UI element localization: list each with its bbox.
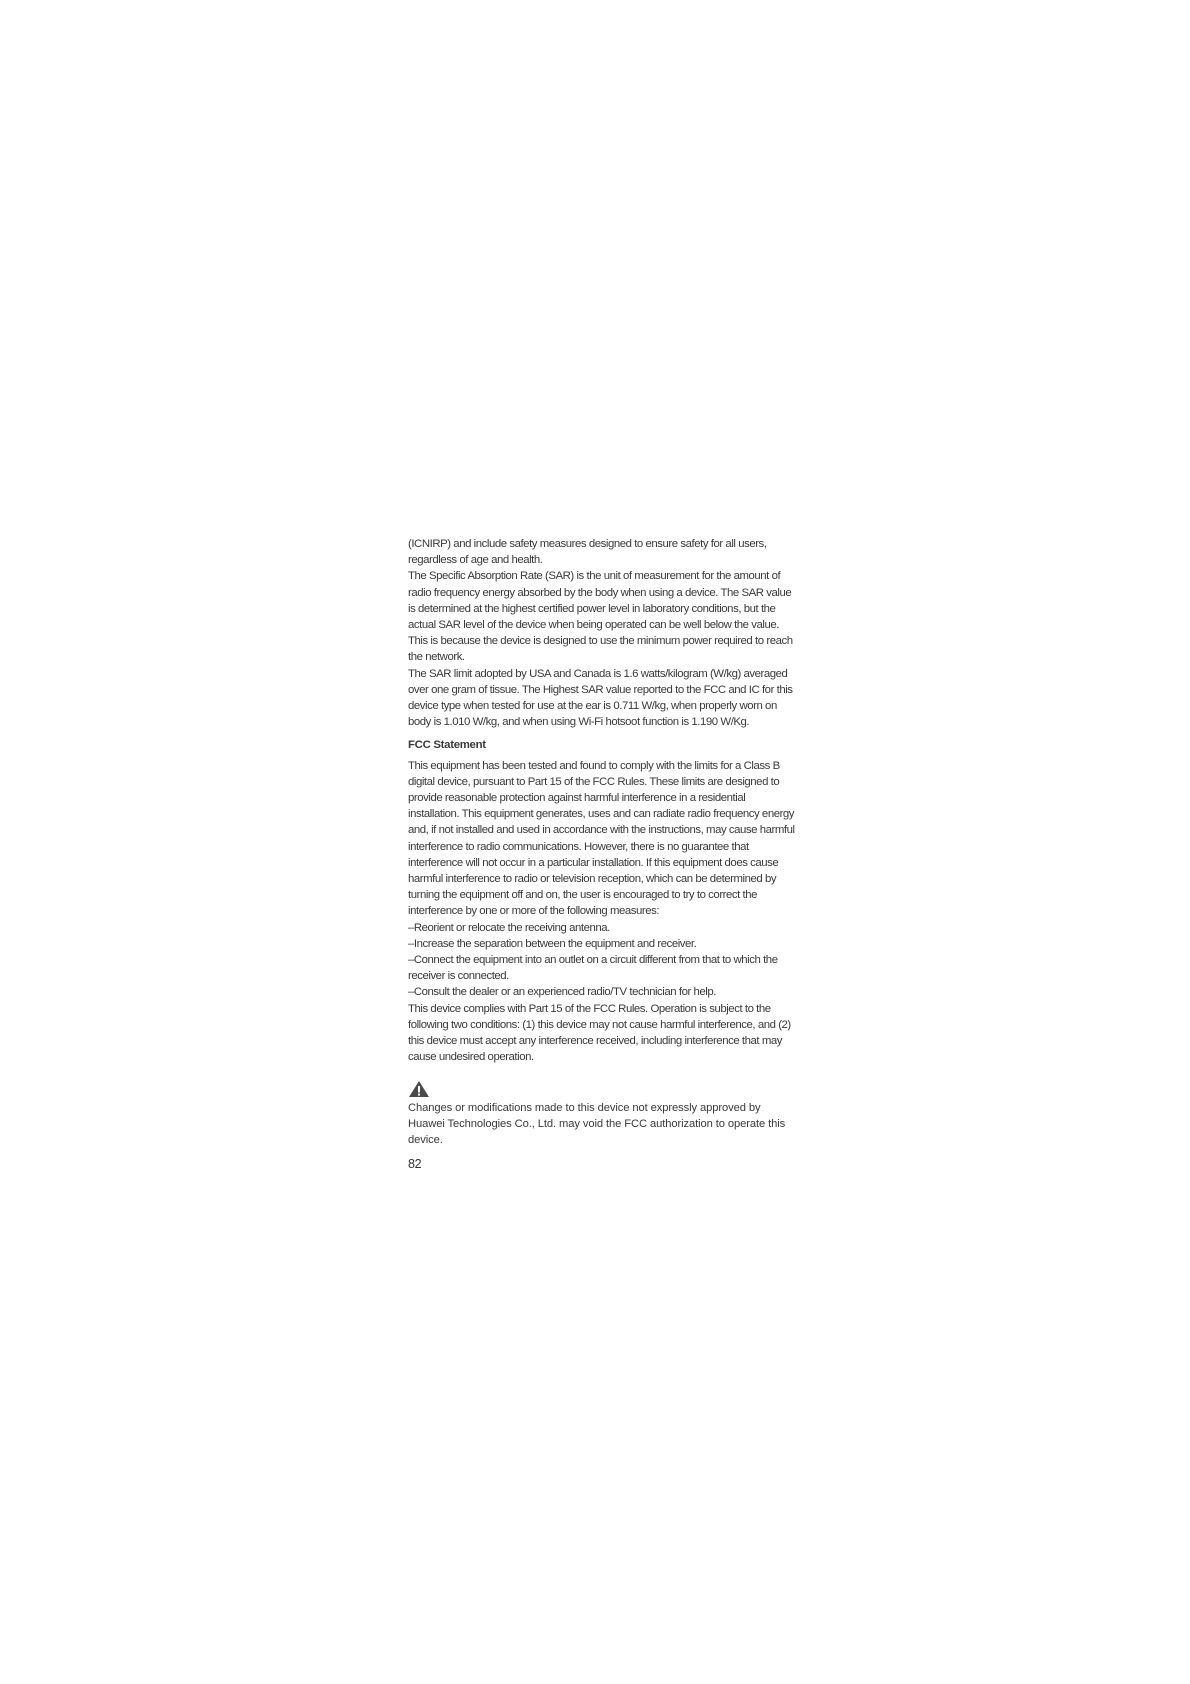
measure-item: –Connect the equipment into an outlet on a circuit different from that to which the receiver is connected.	[408, 954, 778, 983]
measure-item: –Consult the dealer or an experienced radio/TV technician for help.	[408, 986, 716, 999]
part15-paragraph: This device complies with Part 15 of the FCC Rules. Operation is subject to the following two conditions: (1) this device may not cause harmful interference, and (2) this device must accept any interference received, including interference that may cause undesired operation.	[408, 1002, 791, 1064]
measure-item: –Increase the separation between the equipment and receiver.	[408, 937, 697, 950]
warning-text: Changes or modifications made to this device not expressly approved by Huawei Technologies Co., Ltd. may void the FCC authorization to operate this device.	[408, 1101, 786, 1146]
measure-item: –Reorient or relocate the receiving antenna.	[408, 921, 610, 934]
fcc-statement-paragraph: This equipment has been tested and found to comply with the limits for a Class B digital device, pursuant to Part 15 of the FCC Rules. These limits are designed to provide reasonable protection against harmful interference in a residential installation. This equipment generates, uses and can radiate radio frequency energy and, if not installed and used in accordance with the instructions, may cause harmful interference to radio communications. However, there is no guarantee that interference will not occur in a particular installation. If this equipment does cause harmful interference to radio or television reception, which can be determined by turning the equipment off and on, the user is encouraged to try to correct the interference by one or more of the following measures:	[408, 759, 795, 918]
sar-limit-paragraph: The SAR limit adopted by USA and Canada is 1.6 watts/kilogram (W/kg) averaged over one gram of tissue. The Highest SAR value reported to the FCC and IC for this device type when tested for use at the ear is 0.711 W/kg, when properly worn on body is 1.010 W/kg, and when using Wi-Fi hotsoot function is 1.190 W/Kg.	[408, 667, 793, 729]
sar-definition-paragraph: The Specific Absorption Rate (SAR) is the unit of measurement for the amount of radio frequency energy absorbed by the body when using a device. The SAR value is determined at the highest certified power level in laboratory conditions, but the actual SAR level of the device when being operated can be well below the value. This is because the device is designed to use the minimum power required to reach the network.	[408, 570, 793, 664]
warning-triangle-icon	[408, 1080, 430, 1098]
fcc-statement-heading: FCC Statement	[408, 739, 486, 752]
page-number: 82	[408, 1157, 422, 1172]
warning-notice	[408, 1080, 798, 1149]
icnirp-paragraph: (ICNIRP) and include safety measures designed to ensure safety for all users, regardless of age and health.	[408, 538, 767, 567]
page-content	[408, 536, 798, 1172]
